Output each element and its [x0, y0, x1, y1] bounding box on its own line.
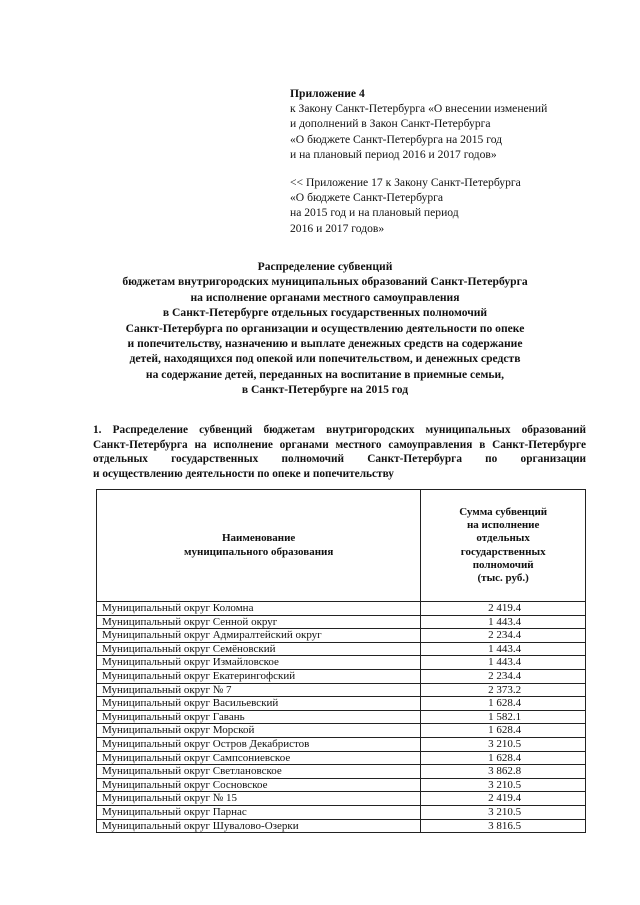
municipality-name: Муниципальный округ Васильевский: [97, 697, 421, 711]
title-line: в Санкт-Петербурге отдельных государственных полномочий: [162, 306, 488, 320]
table-row: [97, 642, 586, 656]
title-line: и попечительству, назначению и выплате денежных средств на содержание: [127, 337, 523, 351]
municipality-name: Муниципальный округ Семёновский: [97, 642, 421, 656]
table-row: [97, 819, 586, 833]
table-row: [97, 751, 586, 765]
annex-subline: << Приложение 17 к Закону Санкт-Петербурга: [290, 176, 521, 190]
table-row: [97, 602, 586, 616]
municipality-name: Муниципальный округ Сампсониевское: [97, 751, 421, 765]
municipality-name: Муниципальный округ Остров Декабристов: [97, 737, 421, 751]
subvention-amount: 1 443.4: [421, 656, 586, 670]
subvention-amount: 2 234.4: [421, 629, 586, 643]
section-line: 1. Распределение субвенций бюджетам внутригородских муниципальных образований: [93, 424, 586, 436]
section-heading: [93, 423, 586, 481]
table-row: [97, 669, 586, 683]
municipality-name: Муниципальный округ Екатерингофский: [97, 669, 421, 683]
annex-line: «О бюджете Санкт-Петербурга на 2015 год: [290, 132, 503, 146]
annex-subline: на 2015 год и на плановый период: [290, 206, 459, 220]
annex-block: [290, 86, 610, 236]
table-row: [97, 724, 586, 738]
municipality-name: Муниципальный округ Сосновское: [97, 778, 421, 792]
municipality-name: Муниципальный округ Измайловское: [97, 656, 421, 670]
municipality-name: Муниципальный округ Адмиралтейский округ: [97, 629, 421, 643]
subvention-amount: 2 419.4: [421, 602, 586, 616]
subvention-amount: 3 816.5: [421, 819, 586, 833]
subvention-table: [96, 489, 586, 833]
subvention-amount: 3 210.5: [421, 778, 586, 792]
annex-line: к Закону Санкт-Петербурга «О внесении изменений: [290, 102, 548, 116]
municipality-name: Муниципальный округ Парнас: [97, 805, 421, 819]
table-header-row: [97, 490, 586, 602]
table-row: [97, 697, 586, 711]
municipality-name: Муниципальный округ Сенной округ: [97, 615, 421, 629]
municipality-name: Муниципальный округ Морской: [97, 724, 421, 738]
table-row: [97, 805, 586, 819]
table-row: [97, 615, 586, 629]
annex-subline: «О бюджете Санкт-Петербурга: [290, 191, 444, 205]
title-line: детей, находящихся под опекой или попечительством, и денежных средств: [129, 352, 521, 366]
subvention-amount: 2 373.2: [421, 683, 586, 697]
subvention-amount: 3 210.5: [421, 737, 586, 751]
subvention-amount: 1 582.1: [421, 710, 586, 724]
annex-line: и дополнений в Закон Санкт-Петербурга: [290, 117, 491, 131]
table-row: [97, 683, 586, 697]
table-row: [97, 656, 586, 670]
section-line: и осуществлению деятельности по опеке и попечительству: [93, 467, 394, 480]
title-line: бюджетам внутригородских муниципальных образований Санкт-Петербурга: [122, 275, 528, 289]
municipality-name: Муниципальный округ Светлановское: [97, 765, 421, 779]
subvention-amount: 1 628.4: [421, 751, 586, 765]
title-line: Санкт-Петербурга по организации и осуществлению деятельности по опеке: [125, 321, 525, 335]
municipality-name: Муниципальный округ Шувалово-Озерки: [97, 819, 421, 833]
section-line: отдельных государственных полномочий Санкт-Петербурга по организации: [93, 453, 586, 466]
table-row: [97, 792, 586, 806]
subvention-amount: 2 234.4: [421, 669, 586, 683]
subvention-amount: 3 210.5: [421, 805, 586, 819]
table-body: [97, 602, 586, 833]
table-row: [97, 778, 586, 792]
table-row: [97, 765, 586, 779]
municipality-name: Муниципальный округ Коломна: [97, 602, 421, 616]
subvention-amount: 1 443.4: [421, 642, 586, 656]
title-line: в Санкт-Петербурге на 2015 год: [241, 383, 409, 397]
subvention-amount: 1 443.4: [421, 615, 586, 629]
table-row: [97, 629, 586, 643]
annex-subline: 2016 и 2017 годов»: [290, 221, 385, 235]
title-line: на исполнение органами местного самоуправления: [190, 290, 460, 304]
table-row: [97, 737, 586, 751]
municipality-name: Муниципальный округ Гавань: [97, 710, 421, 724]
header-name: Наименование муниципального образования: [97, 490, 421, 602]
section-line: Санкт-Петербурга на исполнение органами местного самоуправления в Санкт-Петербурге: [93, 438, 586, 451]
subvention-amount: 1 628.4: [421, 724, 586, 738]
municipality-name: Муниципальный округ № 7: [97, 683, 421, 697]
header-amount: Сумма субвенций на исполнение отдельных государственных полномочий (тыс. руб.): [421, 490, 586, 602]
subvention-amount: 2 419.4: [421, 792, 586, 806]
municipality-name: Муниципальный округ № 15: [97, 792, 421, 806]
title-line: Распределение субвенций: [257, 260, 393, 273]
table-row: [97, 710, 586, 724]
subvention-amount: 1 628.4: [421, 697, 586, 711]
document-title: [90, 259, 560, 398]
annex-heading: Приложение 4: [290, 87, 365, 100]
subvention-amount: 3 862.8: [421, 765, 586, 779]
annex-line: и на плановый период 2016 и 2017 годов»: [290, 147, 497, 161]
title-line: на содержание детей, переданных на воспитание в приемные семьи,: [145, 367, 505, 381]
